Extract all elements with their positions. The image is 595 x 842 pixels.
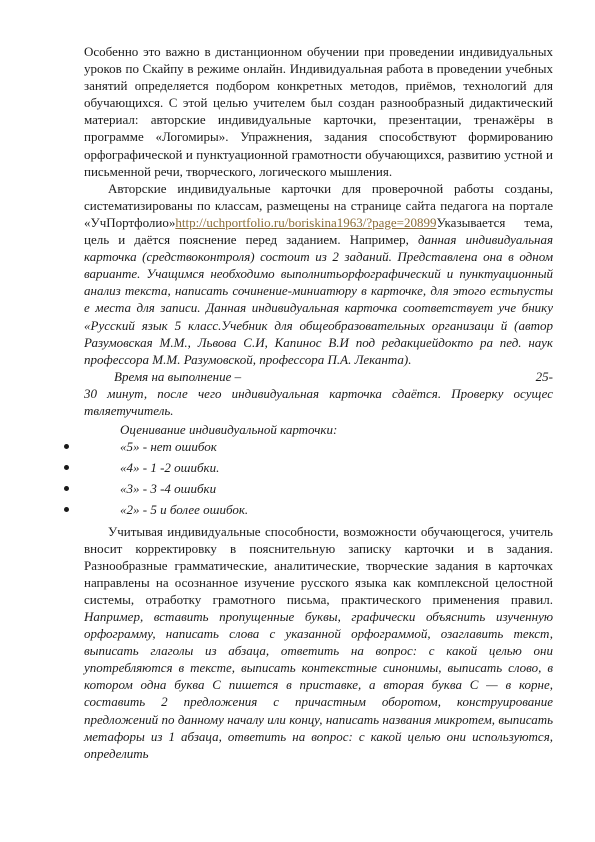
bullet-icon: [64, 507, 69, 512]
paragraph-individual-text: Учитывая индивидуальные способности, возможности обучающегося, учитель вносит корректировку в пояснительную записку карточки и в задания. Разнообразные грамматические, аналитические, творческие задания в карточках направлены на осознанное изучение русского языка как комплексной целостной системы, отработку грамотного письма, практического применения правил.: [84, 523, 553, 607]
grading-title: Оценивание индивидуальной карточки:: [120, 422, 338, 438]
grading-list: [84, 438, 553, 518]
paragraph-individual: [84, 523, 553, 762]
grade-text: «2» - 5 и более ошибок.: [120, 502, 249, 518]
grade-item: [84, 459, 553, 476]
time-value-start: 25-: [535, 368, 553, 384]
grade-text: «4» - 1 -2 ошибки.: [120, 460, 220, 476]
paragraph-cards-example: данная индивидуальная карточка (средствоконтроля) состоит из 2 заданий. Представлена она в одном варианте. Учащимся необходимо выполнитьорфографический и пунктуационный анализ текста, написать сочинение-миниатюру в карточке, для этого естьпусты е места для записи. Данная индивидуальная карточка соответствует уче бнику «Русский язык 5 класс.Учебник для общеобразовательных организаци й (автор Разумовская М.М., Львова С.И, Капинос В.И под редакциейдокто ра пед. наук профессора М.М. Разумовской, профессора П.А. Леканта).: [84, 232, 553, 367]
portfolio-link[interactable]: http://uchportfolio.ru/boriskina1963/?page=20899: [175, 214, 437, 230]
grade-item: [84, 438, 553, 455]
paragraph-cards-note: Указывается тема, цель и даётся пояснение перед заданием. Например,: [84, 214, 553, 248]
paragraph-individual-example: Например, вставить пропущенные буквы, графически объяснить изученную орфограмму, написать слова с указанной орфограммой, озаглавить текст, выписать глаголы из абзаца, ответить на вопрос: с какой целью они употребляются в тексте, выписать контекстные синонимы, выписать слово, в котором одна буква С пишется в приставке, а вторая буква С — в корне, составить 2 предложения с причастным оборотом, конструирование предложений по данному началу или концу, написать названия микротем, выписать метафоры из 1 абзаца, ответить на вопрос: с какой целью они используются, определить: [84, 609, 553, 761]
bullet-icon: [64, 465, 69, 470]
bullet-icon: [64, 444, 69, 449]
paragraph-intro: Особенно это важно в дистанционном обучении при проведении индивидуальных уроков по Скайпу в режиме онлайн. Индивидуальная работа в проведении учебных занятий определяется подбором конкретных методов, приёмов, технологий для обучающихся. С этой целью учителем был создан разнообразный дидактический материал: авторские индивидуальные карточки, презентации, тренажёры в программе «Логомиры». Упражнения, задания способствуют формированию орфографической и пунктуационной грамотности обучающихся, развитию устной и письменной речи, творческого, логического мышления.: [84, 44, 553, 179]
time-label: Время на выполнение –: [114, 368, 242, 384]
grade-item: [84, 501, 553, 518]
document-body: [84, 43, 553, 762]
grade-item: [84, 480, 553, 497]
paragraph-cards: [84, 180, 553, 368]
bullet-icon: [64, 486, 69, 491]
time-rest: 30 минут, после чего индивидуальная карточка сдаётся. Проверку осущес твляетучитель.: [84, 385, 553, 418]
paragraph-cards-text: Авторские индивидуальные карточки для проверочной работы созданы, систематизированы по классам, размещены на странице сайта педагога на портале «УчПортфолио»: [84, 180, 553, 230]
time-line: [84, 368, 553, 385]
grade-text: «3» - 3 -4 ошибки: [120, 481, 217, 497]
grade-text: «5» - нет ошибок: [120, 439, 217, 455]
